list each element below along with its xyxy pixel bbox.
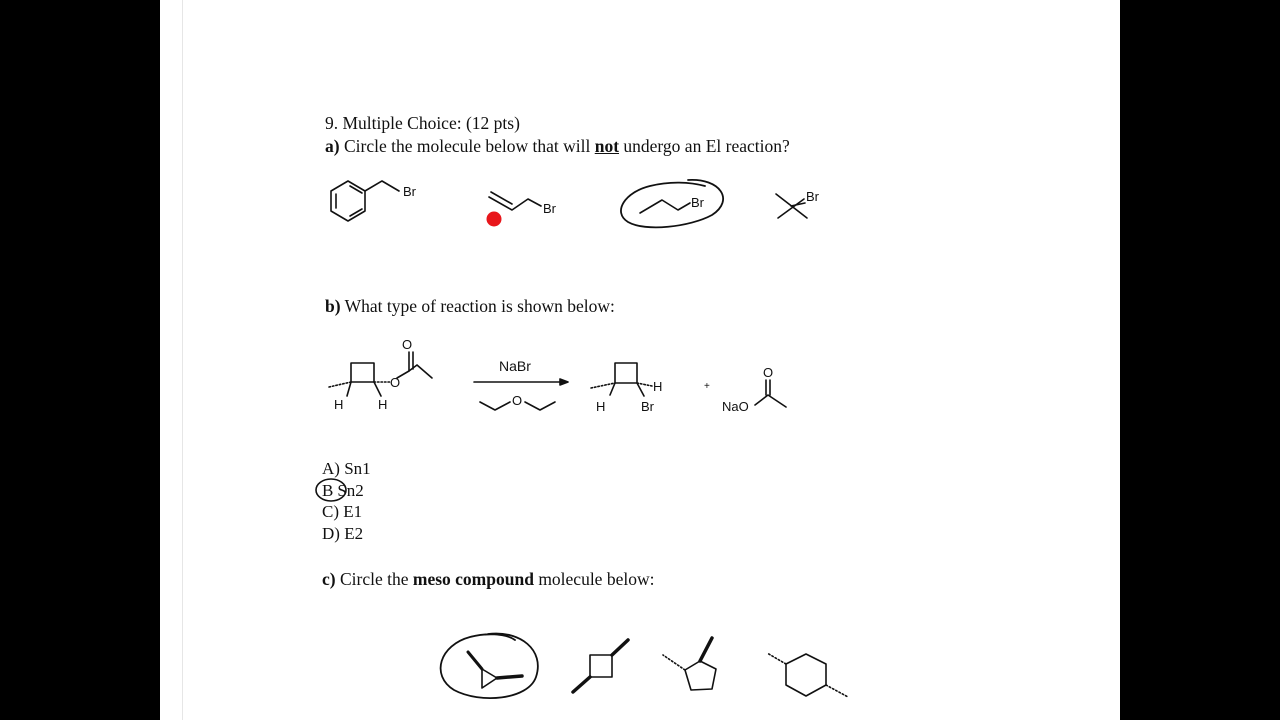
option-c[interactable]: C) E1 xyxy=(322,502,363,521)
part-a-text-2: undergo an El reaction? xyxy=(623,136,790,156)
reactant-cyclobutyl-acetate xyxy=(329,352,432,396)
part-a-text-1: Circle the molecule below that will xyxy=(343,136,591,156)
molecule-2-br-label: Br xyxy=(543,201,556,216)
part-c-text-2: molecule below: xyxy=(538,569,655,589)
option-b-text: Sn2 xyxy=(337,481,364,500)
reactant-h-right: H xyxy=(378,397,388,412)
plus-sign: + xyxy=(704,381,710,392)
molecule-3-br-label: Br xyxy=(691,195,704,210)
reactant-carbonyl-o: O xyxy=(402,337,413,352)
meso-choice-4-cyclohexane[interactable] xyxy=(767,653,848,697)
product-sodium-acetate xyxy=(755,380,786,407)
meso-choice-2-cyclobutane[interactable] xyxy=(573,640,628,692)
sodium-acetate-nao: NaO xyxy=(722,399,749,414)
part-c-label: c) xyxy=(322,569,336,589)
red-marker-dot xyxy=(487,212,502,227)
molecule-4-br-label: Br xyxy=(806,189,819,204)
tert-butyl-bromide-structure xyxy=(776,194,807,218)
propyl-bromide-structure[interactable] xyxy=(621,180,723,227)
solvent-diethyl-ether xyxy=(480,402,555,410)
allyl-bromide-structure xyxy=(489,192,541,210)
part-b-text: What type of reaction is shown below: xyxy=(344,296,615,316)
option-d[interactable]: D) E2 xyxy=(322,524,364,543)
reagent-nabr: NaBr xyxy=(499,358,531,374)
sodium-acetate-carbonyl-o: O xyxy=(763,365,774,380)
reactant-ester-o: O xyxy=(390,375,401,390)
option-b-letter: B xyxy=(322,481,334,500)
solvent-ether-o: O xyxy=(512,393,523,408)
product-cyclobutyl-bromide xyxy=(591,363,652,396)
meso-choice-1-cyclopropane[interactable] xyxy=(441,633,538,698)
part-c-text-1: Circle the xyxy=(339,569,409,589)
part-a-emphasis: not xyxy=(594,136,620,156)
part-c-emphasis: meso compound xyxy=(412,569,534,589)
part-a-label: a) xyxy=(325,136,340,156)
question-header: 9. Multiple Choice: (12 pts) xyxy=(325,113,520,133)
molecule-1-br-label: Br xyxy=(403,184,416,199)
reaction-arrow xyxy=(474,379,568,385)
part-b-label: b) xyxy=(325,296,341,316)
benzyl-bromide-structure xyxy=(331,181,399,221)
product-h-right: H xyxy=(653,379,663,394)
option-b-circle-annotation xyxy=(316,479,346,501)
option-a[interactable]: A) Sn1 xyxy=(322,459,371,478)
reactant-h-left: H xyxy=(334,397,344,412)
product-h-left: H xyxy=(596,399,606,414)
product-br: Br xyxy=(641,399,654,414)
meso-choice-3-cyclopentane[interactable] xyxy=(663,638,716,690)
